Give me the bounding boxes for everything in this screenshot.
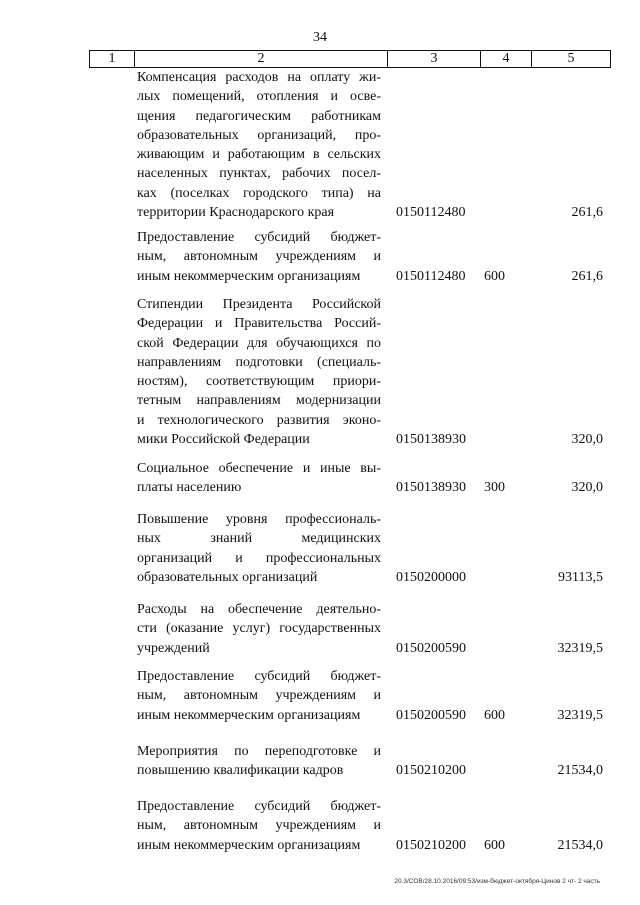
description-line: Компенсация расходов на оплату жи- [137, 70, 381, 85]
column-number-4: 4 [481, 51, 532, 68]
description-line: ным, автономным учреждениям и [137, 249, 381, 265]
description-line: иным некоммерческим организациям [137, 268, 361, 284]
description-line: платы населению [137, 480, 242, 496]
amount-value: 261,6 [571, 268, 603, 284]
amount-value: 21534,0 [557, 837, 603, 853]
target-article-code: 0150200590 [396, 707, 466, 723]
description-line: ным, автономным учреждениям и [137, 688, 381, 704]
expense-group-code: 600 [484, 707, 505, 723]
column-header-row [89, 50, 611, 68]
description-line: мики Российской Федерации [137, 432, 310, 448]
description-line: Предоставление субсидий бюджет- [137, 799, 381, 814]
description-line: щения педагогическим работникам [137, 108, 381, 124]
expense-group-code: 300 [484, 480, 505, 496]
description-line: живающим и работающим в сельских [137, 147, 381, 163]
description-line: Мероприятия по переподготовке и [137, 744, 381, 759]
target-article-code: 0150200000 [396, 569, 466, 585]
amount-value: 261,6 [571, 205, 603, 221]
amount-value: 32319,5 [557, 707, 603, 723]
description-line: ностям), соответствующим приори- [137, 374, 381, 390]
description-line: Стипендии Президента Российской [137, 297, 381, 312]
target-article-code: 0150138930 [396, 480, 466, 496]
row-description [137, 667, 381, 725]
description-line: сти (оказание услуг) государственных [137, 621, 381, 637]
column-number-1: 1 [90, 51, 135, 68]
description-line: иным некоммерческим организациям [137, 837, 361, 853]
description-line: иным некоммерческим организациям [137, 707, 361, 723]
description-line: Социальное обеспечение и иные вы- [137, 461, 381, 476]
description-line: Федерации и Правительства Россий- [137, 316, 381, 332]
table-row [0, 600, 640, 658]
description-line: населенных пунктах, рабочих посел- [137, 166, 381, 182]
description-line: лых помещений, отопления и осве- [137, 89, 381, 105]
document-footer: 20.3/СОВ/28.10.2016/09:53/изм-бюджет-октября-Цинов 2 чт- 2 часть [394, 878, 600, 885]
amount-value: 32319,5 [557, 640, 603, 656]
row-description [137, 510, 381, 587]
amount-value: 320,0 [571, 432, 603, 448]
target-article-code: 0150210200 [396, 763, 466, 779]
description-line: Предоставление субсидий бюджет- [137, 669, 381, 684]
row-description [137, 228, 381, 286]
amount-value: 21534,0 [557, 763, 603, 779]
amount-value: 320,0 [571, 480, 603, 496]
table-row [0, 510, 640, 587]
table-row [0, 742, 640, 781]
description-line: повышению квалификации кадров [137, 763, 344, 779]
description-line: Повышение уровня профессиональ- [137, 512, 381, 527]
page-number: 34 [313, 30, 327, 45]
description-line: образовательных организаций [137, 569, 318, 585]
description-line: ках (поселках городского типа) на [137, 185, 381, 201]
column-number-3: 3 [388, 51, 481, 68]
target-article-code: 0150138930 [396, 432, 466, 448]
description-line: территории Краснодарского края [137, 205, 335, 221]
target-article-code: 0150200590 [396, 640, 466, 656]
description-line: ным, автономным учреждениям и [137, 818, 381, 834]
expense-group-code: 600 [484, 837, 505, 853]
description-line: организаций и профессиональных [137, 550, 381, 566]
row-description [137, 295, 381, 449]
table-row [0, 295, 640, 449]
table-row [0, 667, 640, 725]
table-row [0, 459, 640, 498]
row-description [137, 68, 381, 222]
target-article-code: 0150112480 [396, 268, 466, 284]
row-description [137, 797, 381, 855]
description-line: образовательных организаций, про- [137, 127, 381, 143]
description-line: Предоставление субсидий бюджет- [137, 230, 381, 245]
description-line: направлениям подготовки (специаль- [137, 354, 381, 370]
row-description [137, 459, 381, 498]
description-line: и технологического развития эконо- [137, 412, 381, 428]
table-row [0, 68, 640, 222]
row-description [137, 600, 381, 658]
row-description [137, 742, 381, 781]
description-line: тетным направлениям модернизации [137, 393, 381, 409]
description-line: Расходы на обеспечение деятельно- [137, 602, 381, 617]
table-row [0, 797, 640, 855]
column-number-5: 5 [532, 51, 611, 68]
table-row [0, 228, 640, 286]
description-line: ской Федерации для обучающихся по [137, 335, 381, 351]
target-article-code: 0150210200 [396, 837, 466, 853]
column-number-2: 2 [135, 51, 388, 68]
description-line: ных знаний медицинских [137, 531, 381, 547]
expense-group-code: 600 [484, 268, 505, 284]
description-line: учреждений [137, 640, 210, 656]
amount-value: 93113,5 [558, 569, 603, 585]
target-article-code: 0150112480 [396, 205, 466, 221]
